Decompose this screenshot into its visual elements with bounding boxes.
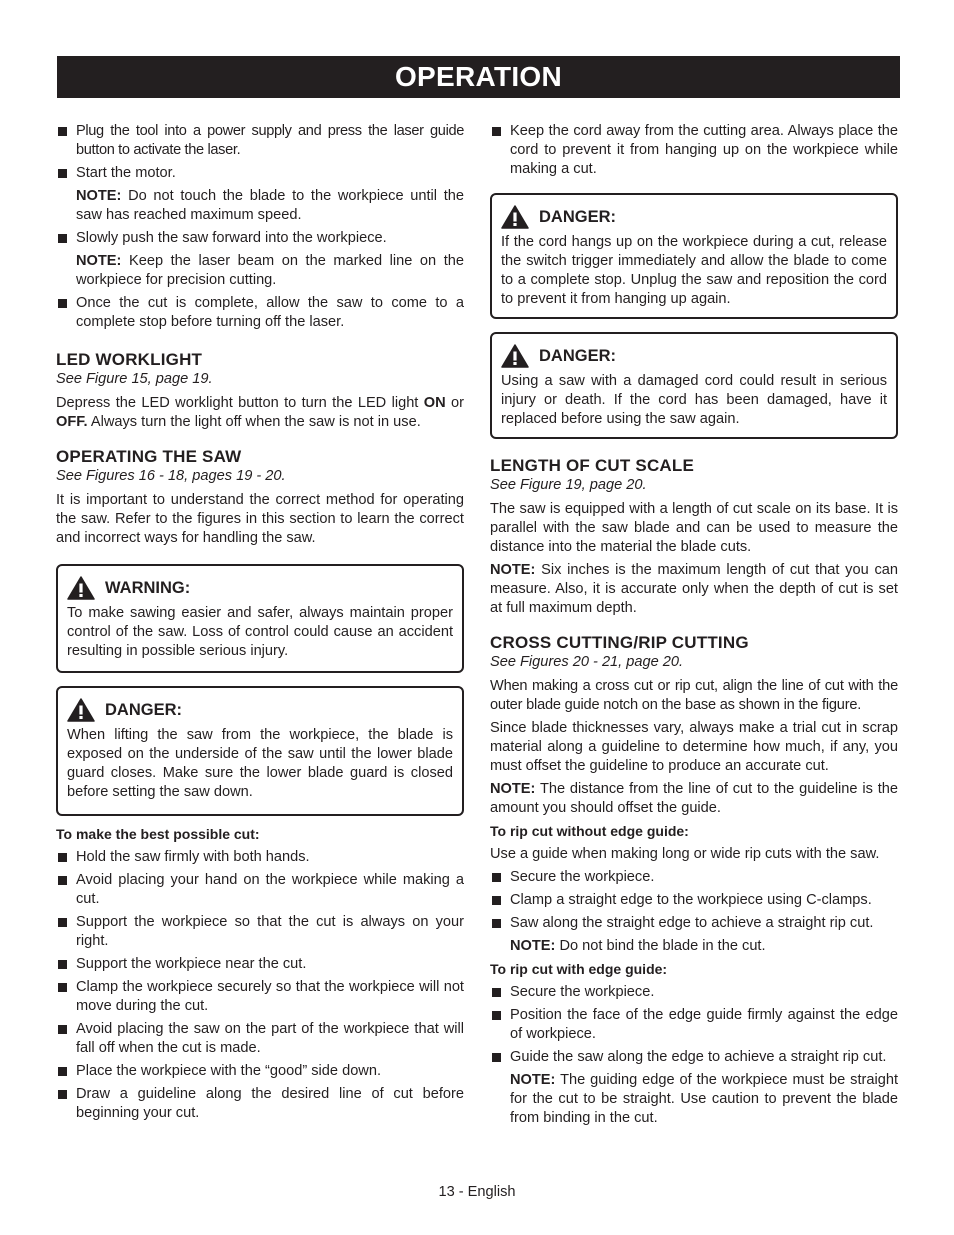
- danger-icon: [501, 344, 529, 368]
- warning-box: [56, 564, 464, 673]
- list-item: Secure the workpiece.: [490, 868, 898, 887]
- list-item: Clamp the workpiece securely so that the workpiece will not move during the cut.: [56, 978, 464, 1016]
- danger-title-row: [501, 205, 887, 229]
- note-text: The guiding edge of the workpiece must be straight for the cut to be straight. Use caution to prevent the blade from binding in the cut.: [510, 1072, 898, 1126]
- length-text: The saw is equipped with a length of cut scale on its base. It is parallel with the saw blade and can be used to measure the distance into the material the blade cuts.: [490, 501, 898, 555]
- list-item: Slowly push the saw forward into the workpiece.: [56, 229, 464, 248]
- danger-text: Using a saw with a damaged cord could result in serious injury or death. If the cord has been damaged, have it replaced before using the saw again.: [501, 373, 887, 427]
- danger-box: [56, 686, 464, 816]
- note-label: NOTE:: [510, 938, 556, 954]
- danger-title: DANGER:: [539, 207, 616, 226]
- danger-title: DANGER:: [539, 346, 616, 365]
- note-text: Do not touch the blade to the workpiece until the saw has reached maximum speed.: [76, 188, 464, 223]
- note: [490, 561, 898, 618]
- length-of-cut-heading: LENGTH OF CUT SCALE: [490, 456, 695, 475]
- note-label: NOTE:: [76, 188, 122, 204]
- danger-text: If the cord hangs up on the workpiece during a cut, release the switch trigger immediately and allow the blade to come to a complete stop. Unplug the saw and reposition the cord to prevent it from hanging up again.: [501, 234, 887, 307]
- page-number: 13 - English: [438, 1184, 516, 1200]
- list-item: Once the cut is complete, allow the saw to come to a complete stop before turning off the laser.: [56, 294, 464, 332]
- best-cut-heading: To make the best possible cut:: [56, 826, 260, 842]
- note: [56, 252, 464, 290]
- note-text: The distance from the line of cut to the guideline is the amount you should offset the guide.: [490, 781, 898, 816]
- led-worklight-heading: LED WORKLIGHT: [56, 350, 203, 369]
- list-item: Avoid placing your hand on the workpiece while making a cut.: [56, 871, 464, 909]
- figure-reference: See Figures 20 - 21, page 20.: [490, 654, 684, 670]
- list-item: Saw along the straight edge to achieve a straight rip cut.: [490, 914, 898, 933]
- warning-title: WARNING:: [105, 578, 191, 597]
- warning-title-row: [67, 576, 453, 600]
- list-item: Keep the cord away from the cutting area. Always place the cord to prevent it from hanging up on the workpiece while making a cut.: [490, 122, 898, 179]
- figure-reference: See Figures 16 - 18, pages 19 - 20.: [56, 468, 286, 484]
- danger-icon: [501, 205, 529, 229]
- list-item: Start the motor.: [56, 164, 464, 183]
- list-item: Secure the workpiece.: [490, 983, 898, 1002]
- page-title: OPERATION: [57, 56, 900, 98]
- danger-box: [490, 193, 898, 319]
- list-item: Clamp a straight edge to the workpiece using C-clamps.: [490, 891, 898, 910]
- cross-text-1: When making a cross cut or rip cut, align the line of cut with the outer blade guide notch on the base as shown in the figure.: [490, 678, 898, 713]
- list-item: Draw a guideline along the desired line of cut before beginning your cut.: [56, 1085, 464, 1123]
- operating-the-saw-heading: OPERATING THE SAW: [56, 447, 242, 466]
- danger-title-row: [67, 698, 453, 722]
- list-item: Position the face of the edge guide firmly against the edge of workpiece.: [490, 1006, 898, 1044]
- rip-without-intro: Use a guide when making long or wide rip cuts with the saw.: [490, 846, 880, 862]
- rip-with-heading: To rip cut with edge guide:: [490, 961, 668, 977]
- right-column: [490, 122, 898, 1132]
- note-text: Do not bind the blade in the cut.: [555, 938, 766, 954]
- note-label: NOTE:: [490, 562, 536, 578]
- warning-text: To make sawing easier and safer, always maintain proper control of the saw. Loss of control could cause an accident resulting in possible serious injury.: [67, 605, 453, 659]
- rip-without-heading: To rip cut without edge guide:: [490, 823, 689, 839]
- danger-icon: [67, 698, 95, 722]
- note: [490, 780, 898, 818]
- note-text: Keep the laser beam on the marked line on the workpiece for precision cutting.: [76, 253, 464, 288]
- list-item: Support the workpiece so that the cut is always on your right.: [56, 913, 464, 951]
- list-item: Support the workpiece near the cut.: [56, 955, 464, 974]
- note-label: NOTE:: [490, 781, 536, 797]
- note-text: Six inches is the maximum length of cut that you can measure. Also, it is accurate only when the depth of cut is set at full maximum depth.: [490, 562, 898, 616]
- cross-text-2: Since blade thicknesses vary, always make a trial cut in scrap material along a guideline to determine how much, if any, you must offset the guideline to produce an accurate cut.: [490, 720, 898, 774]
- note-label: NOTE:: [76, 253, 122, 269]
- danger-box: [490, 332, 898, 439]
- danger-title: DANGER:: [105, 700, 182, 719]
- cross-cutting-heading: CROSS CUTTING/RIP CUTTING: [490, 633, 749, 652]
- figure-reference: See Figure 15, page 19.: [56, 371, 213, 387]
- note: [490, 937, 898, 956]
- list-item: Hold the saw firmly with both hands.: [56, 848, 464, 867]
- list-item: Place the workpiece with the “good” side down.: [56, 1062, 464, 1081]
- list-item: Avoid placing the saw on the part of the workpiece that will fall off when the cut is made.: [56, 1020, 464, 1058]
- note: [56, 187, 464, 225]
- led-worklight-text: Depress the LED worklight button to turn the LED light ON or OFF. Always turn the light off when the saw is not in use.: [56, 395, 464, 430]
- warning-icon: [67, 576, 95, 600]
- list-item: Guide the saw along the edge to achieve a straight rip cut.: [490, 1048, 898, 1067]
- list-item: Plug the tool into a power supply and press the laser guide button to activate the laser.: [56, 122, 464, 160]
- note: [490, 1071, 898, 1128]
- left-column: [56, 122, 464, 1127]
- danger-text: When lifting the saw from the workpiece, the blade is exposed on the underside of the saw until the lower blade guard closes. Make sure the lower blade guard is closed before setting the saw down.: [67, 727, 453, 800]
- operating-text: It is important to understand the correct method for operating the saw. Refer to the figures in this section to learn the correct and incorrect ways for handling the saw.: [56, 492, 464, 546]
- danger-title-row: [501, 344, 887, 368]
- figure-reference: See Figure 19, page 20.: [490, 477, 647, 493]
- note-label: NOTE:: [510, 1072, 556, 1088]
